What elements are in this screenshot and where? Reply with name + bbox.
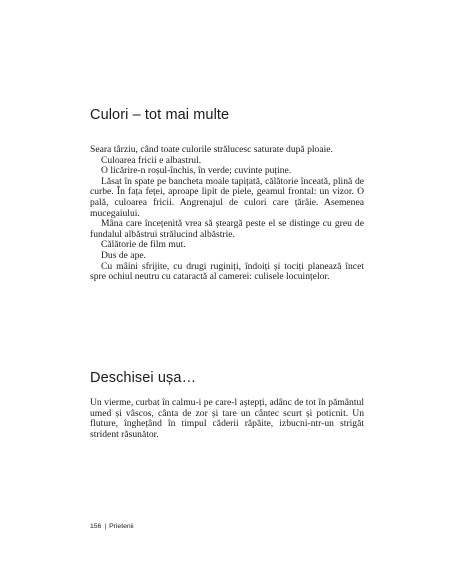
- paragraph: Un vierme, curbat în calmu-i pe care-l aștepți, adânc de tot în pământul umed și vâscos, cânta de zor și tare un cântec scurt și poticnit. Un fluture, înghețând în timpul căderii răpăite, izbucni-ntr-un strigăt strident răsunător.: [90, 397, 364, 440]
- paragraph: Mâna care încețenită vrea să șteargă peste el se distinge cu greu de fundalul albăstrui strălucind albăstrie.: [90, 218, 364, 240]
- section-body: [90, 145, 364, 283]
- running-title: Prietenii: [109, 523, 134, 530]
- paragraph: Lăsat în spate pe bancheta moale tapițată, călătorie înceată, plină de curbe. În fața feței, aproape lipit de piele, geamul frontal: un vizor. O pală, culoarea fricii. Angrenajul de culori care țărâie. Asemenea mucegaiului.: [90, 175, 364, 219]
- paragraph: Dus de ape.: [101, 249, 147, 261]
- paragraph: Călătorie de film mut.: [101, 239, 186, 251]
- paragraph: Culoarea fricii e albastrul.: [101, 154, 202, 166]
- paragraph: O licărire-n roșul-închis, în verde; cuvinte puține.: [101, 165, 292, 177]
- section-body: [90, 398, 364, 440]
- section-title: Deschisei ușa…: [90, 370, 197, 386]
- footer-separator: |: [104, 523, 107, 530]
- page-footer: [90, 523, 134, 530]
- section-title: Culori – tot mai multe: [90, 107, 230, 123]
- page-number: 156: [90, 523, 102, 530]
- paragraph: Cu mâini sfrijite, cu drugi ruginiți, îndoiți și tociți planează încet spre ochiul neutru cu cataractă al camerei: culisele locuințelor.: [90, 260, 364, 283]
- paragraph: Seara târziu, când toate culorile strălucesc saturate după ploaie.: [90, 144, 333, 155]
